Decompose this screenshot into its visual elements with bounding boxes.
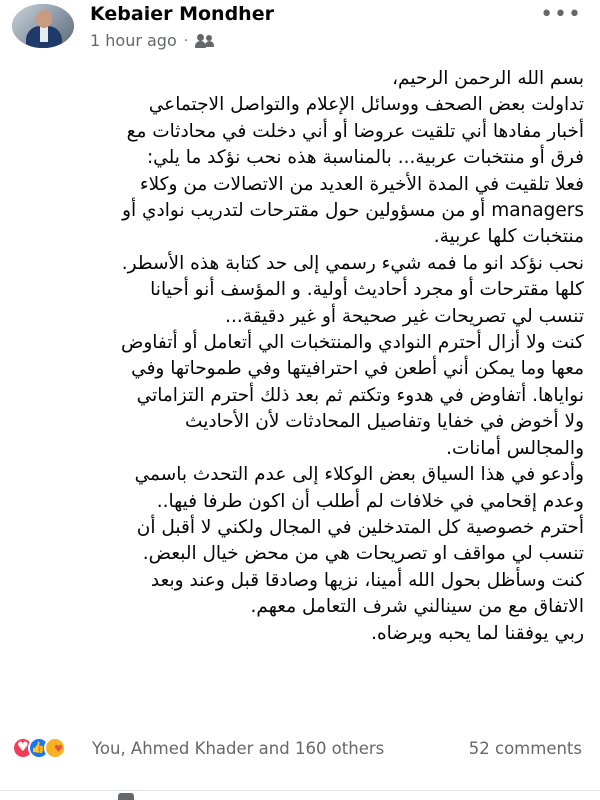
post-line: فعلا تلقيت في المدة الأخيرة العديد من الاتصالات من وكلاء xyxy=(139,173,584,195)
post-line: أحترم خصوصية كل المتدخلين في المجال ولكني لا أقبل أن xyxy=(136,516,584,538)
like-action-icon[interactable] xyxy=(118,793,134,800)
post-line: بسم الله الرحمن الرحيم، xyxy=(392,68,584,89)
post-line: تداولت بعض الصحف ووسائل الإعلام والتواصل الاجتماعي xyxy=(148,94,584,116)
more-options-icon[interactable]: ••• xyxy=(540,2,582,27)
avatar[interactable] xyxy=(12,4,74,48)
post-line: كنت ولا أزال أحترم النوادي والمنتخبات الي أتعامل أو أتفاوض xyxy=(121,332,584,354)
reaction-summary[interactable]: You, Ahmed Khader and 160 others xyxy=(92,739,385,758)
post-line: نحب نؤكد انو ما فمه شيء رسمي إلى حد كتابة هذه الأسطر. xyxy=(121,252,584,274)
post-line: وأدعو في هذا السياق بعض الوكلاء إلى عدم التحدث باسمي xyxy=(134,464,584,486)
post-line: معها وما يمكن أني أطعن في احترافيتها وفي طموحاتها وفي xyxy=(131,358,584,380)
post-line: والمجالس أمانات. xyxy=(446,437,584,459)
post-line: وعدم إقحامي في خلافات لم أطلب أن اكون طرفا فيها.. xyxy=(156,490,584,512)
post-time[interactable]: 1 hour ago xyxy=(90,31,177,50)
meta-separator: · xyxy=(183,32,189,49)
care-icon xyxy=(44,737,66,759)
avatar-head xyxy=(36,10,52,28)
post-line: ولا أخوض في خفايا وتفاصيل المحادثات لأن الأحاديث xyxy=(185,411,584,433)
friends-icon[interactable] xyxy=(195,33,215,49)
avatar-shirt xyxy=(40,26,48,42)
post-line: فرق أو منتخبات عربية... بالمناسبة هذه نحب نؤكد ما يلي: xyxy=(146,147,584,169)
post-line: أخبار مفادها أني تلقيت عروضا أو أني دخلت في محادثات مع xyxy=(126,120,584,142)
post-line: تنسب لي مواقف او تصريحات هي من محض خيال البعض. xyxy=(142,543,584,565)
post-line: managers أو من مسؤولين حول مقترحات لتدريب نوادي أو xyxy=(122,200,584,222)
post-text xyxy=(24,66,584,724)
post-line: كلها مقترحات أو مجرد أحاديث أولية. و المؤسف أنو أحيانا xyxy=(150,279,584,301)
post-footer xyxy=(0,736,600,766)
post-line: منتخبات كلها عربية. xyxy=(433,226,584,248)
comments-count[interactable]: 52 comments xyxy=(468,739,582,758)
post-line: الاتفاق مع من سينالني شرف التعامل معهم. xyxy=(250,596,584,618)
reaction-icons[interactable] xyxy=(12,737,60,759)
post-line: نواياها. أتفاوض في هدوء وتكتم ثم بعد ذلك أحترم التزاماتي xyxy=(136,384,584,406)
post-meta xyxy=(90,31,215,50)
post-header xyxy=(0,0,600,62)
action-divider xyxy=(0,790,600,791)
post-line: كنت وسأظل بحول الله أمينا، نزيها وصادقا قبل وعند وبعد xyxy=(150,569,584,591)
author-name[interactable]: Kebaier Mondher xyxy=(90,3,274,25)
post-line: تنسب لي تصريحات غير صحيحة أو غير دقيقة... xyxy=(225,305,584,327)
post-line: ربي يوفقنا لما يحبه ويرضاه. xyxy=(371,622,584,644)
